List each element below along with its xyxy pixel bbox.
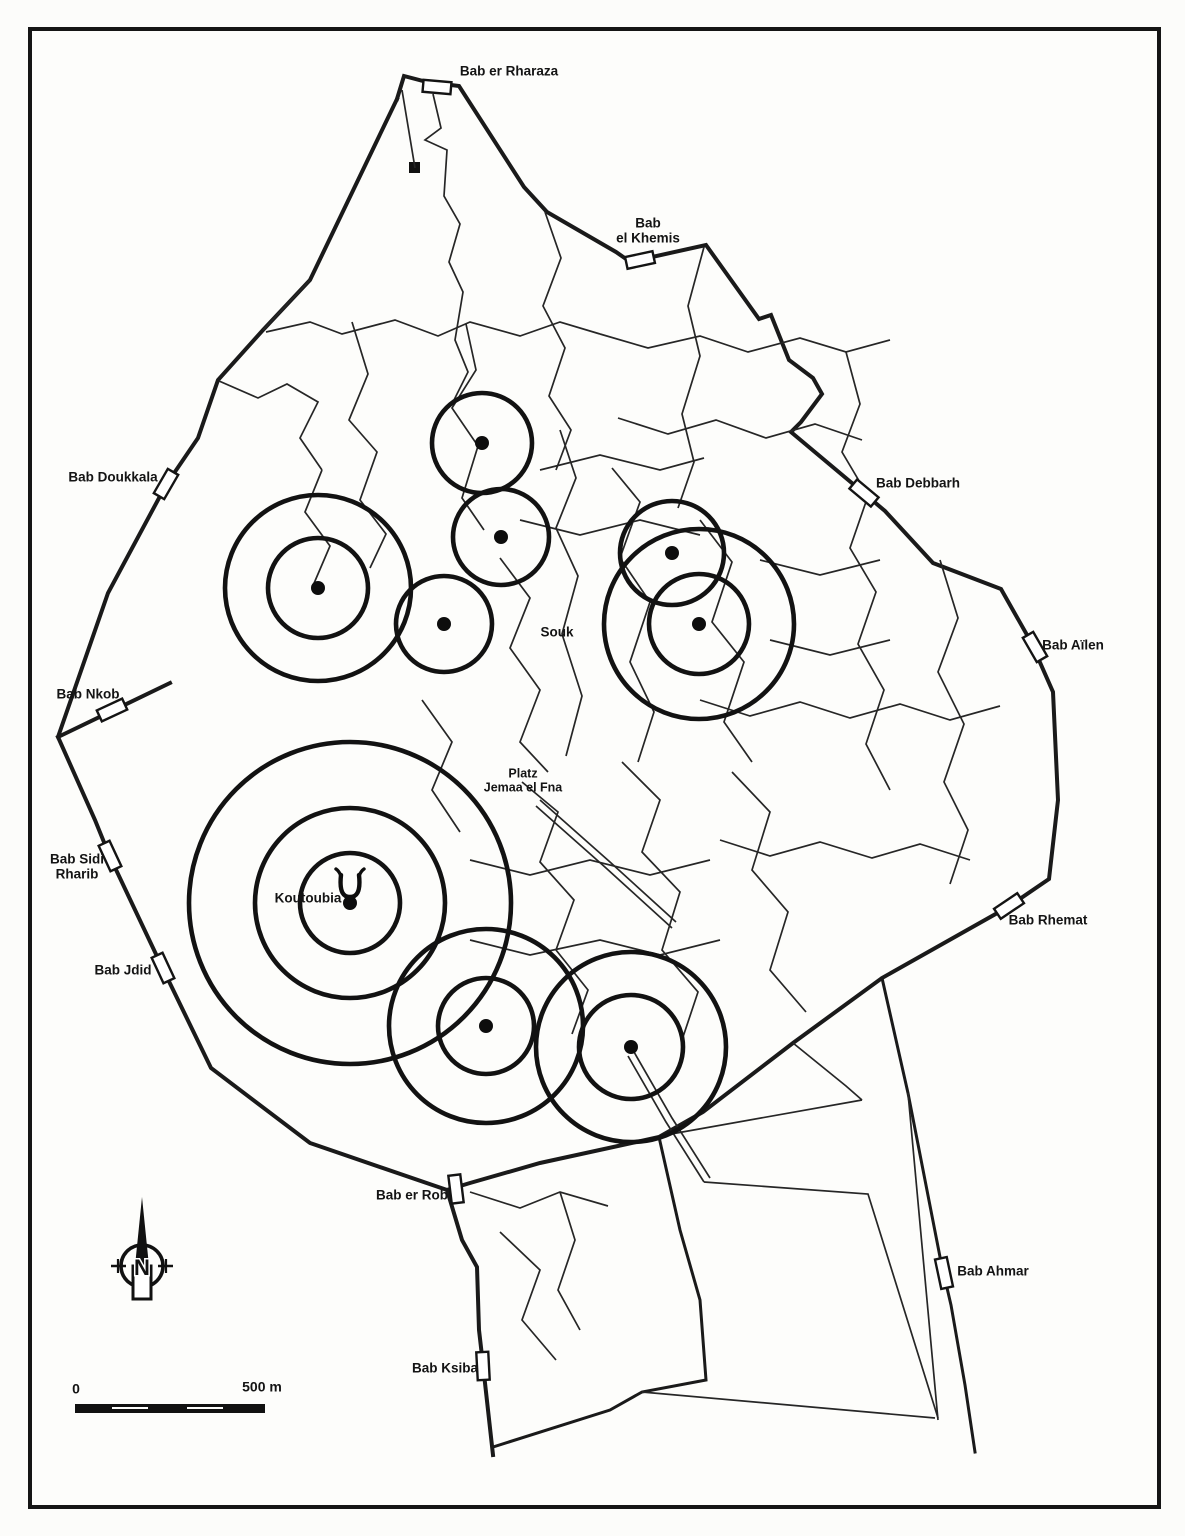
mosque-west-point xyxy=(311,581,325,595)
compass-rose xyxy=(111,1197,173,1299)
mosque-north-2-point xyxy=(494,530,508,544)
gate-label-bab-rhemat: Bab Rhemat xyxy=(1008,912,1088,928)
gate-markers xyxy=(97,80,1047,1380)
place-label-line: Jemaa el Fna xyxy=(483,780,563,794)
place-label-line: Platz xyxy=(508,766,538,781)
gate-label-bab-ahmar: Bab Ahmar xyxy=(957,1263,1029,1279)
gate-label-bab-doukkala: Bab Doukkala xyxy=(68,469,158,485)
gate-bab-er-rharaza-marker xyxy=(423,80,452,94)
gate-bab-debbarh-marker xyxy=(849,479,878,506)
gate-label-line: el Khemis xyxy=(616,230,680,245)
mosque-south-1-point xyxy=(479,1019,493,1033)
gate-label-bab-ksiba: Bab Ksiba xyxy=(411,1360,479,1376)
place-label-koutoubia: Koutoubia xyxy=(274,890,342,906)
gate-label-bab-jdid: Bab Jdid xyxy=(94,962,152,978)
compass-north-letter: N xyxy=(134,1255,150,1280)
gate-label-line: Bab xyxy=(635,215,661,231)
place-label-souk: Souk xyxy=(540,624,574,640)
wall-east xyxy=(397,76,1058,1455)
gate-label-line: Bab Sidi xyxy=(49,851,105,867)
gate-bab-jdid-marker xyxy=(152,953,175,983)
mosque-south-2-point xyxy=(624,1040,638,1054)
gate-label-bab-sidi-rharib xyxy=(50,852,104,881)
scale-start-label: 0 xyxy=(72,1380,80,1397)
city-wall xyxy=(58,76,1058,1455)
gate-label-bab-er-rharaza: Bab er Rharaza xyxy=(459,63,559,79)
scale-bar xyxy=(75,1404,265,1413)
mosque-north-1-point xyxy=(475,436,489,450)
gate-label-line: Rharib xyxy=(55,866,99,881)
wall-kasbah xyxy=(493,1137,706,1447)
gate-label-bab-nkob: Bab Nkob xyxy=(56,686,120,702)
wall-aguedal xyxy=(882,978,975,1452)
gate-bab-el-khemis-marker xyxy=(625,251,655,269)
scale-end-label: 500 m xyxy=(242,1378,282,1395)
place-label-jemaa-el-fna xyxy=(484,768,563,795)
gate-bab-ksiba-marker xyxy=(476,1352,489,1381)
gate-label-bab-ailen: Bab Aïlen xyxy=(1042,637,1104,653)
district-boundaries xyxy=(219,90,1000,1420)
gate-label-bab-debbarh: Bab Debbarh xyxy=(875,475,961,491)
gate-bab-er-rob-marker xyxy=(448,1174,463,1203)
mosque-east-2-point xyxy=(692,617,706,631)
gate-label-bab-el-khemis xyxy=(616,216,680,245)
gate-label-bab-er-rob: Bab er Rob xyxy=(375,1187,449,1203)
mosque-east-1-point xyxy=(665,546,679,560)
mosque-center-w-point xyxy=(437,617,451,631)
gate-bab-ahmar-marker xyxy=(935,1257,953,1289)
